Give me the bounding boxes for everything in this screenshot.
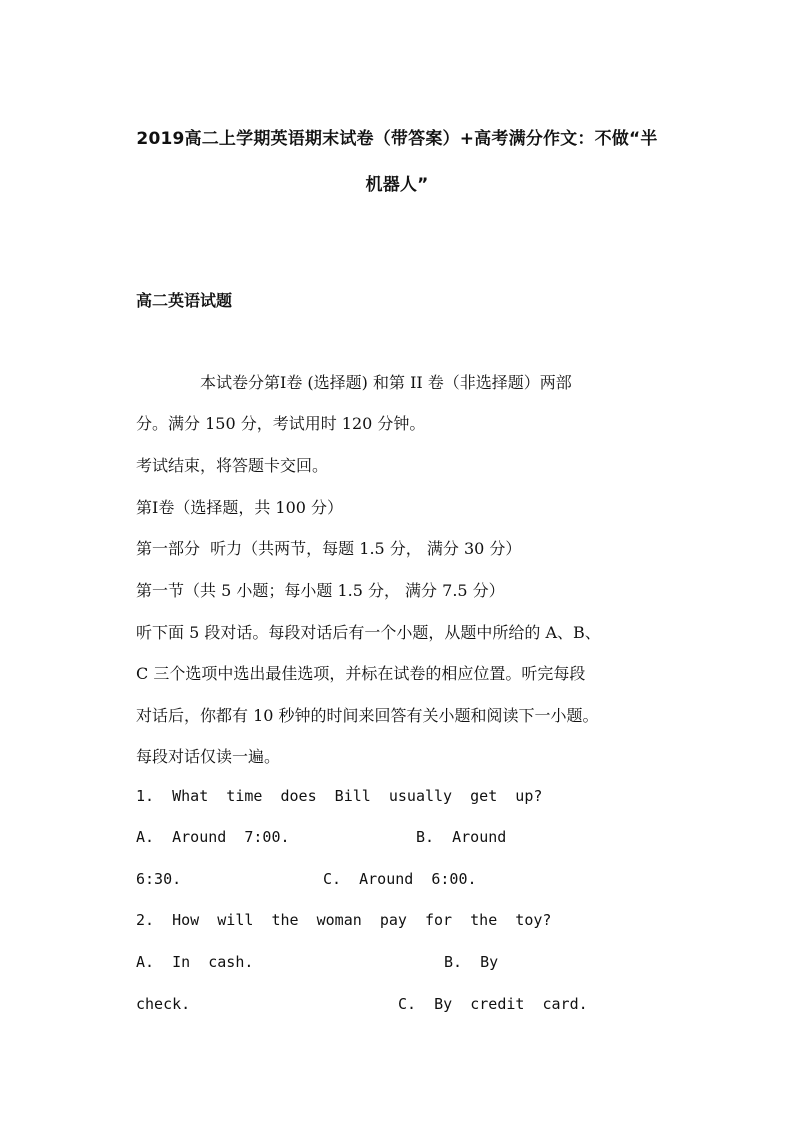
intro-line-2: 分。满分 150 分，考试用时 120 分钟。 xyxy=(136,414,426,433)
question-2-option-c: C. By credit card. xyxy=(398,995,588,1013)
question-1-option-a: A. Around 7:00. xyxy=(136,828,290,846)
intro-line-1: 本试卷分第Ⅰ卷 (选择题) 和第 II 卷（非选择题）两部 xyxy=(200,373,572,392)
question-2-option-b: B. By xyxy=(444,953,499,971)
section-1-heading: 第一节（共 5 小题；每小题 1.5 分， 满分 7.5 分） xyxy=(136,581,505,600)
part-1-heading: 第一部分 听力（共两节，每题 1.5 分， 满分 30 分） xyxy=(136,539,522,558)
question-1-option-b: B. Around xyxy=(416,828,507,846)
instruction-line-1: 听下面 5 段对话。每段对话后有一个小题，从题中所给的 A、B、 xyxy=(136,623,601,642)
question-2-option-a: A. In cash. xyxy=(136,953,254,971)
volume-1-heading: 第Ⅰ卷（选择题，共 100 分） xyxy=(136,498,344,517)
document-title-line-2: 机器人” xyxy=(365,175,429,195)
instruction-line-3: 对话后，你都有 10 秒钟的时间来回答有关小题和阅读下一小题。 xyxy=(136,706,599,725)
exam-end-line: 考试结束，将答题卡交回。 xyxy=(136,456,329,475)
question-1-option-c: C. Around 6:00. xyxy=(323,870,477,888)
instruction-line-2: C 三个选项中选出最佳选项，并标在试卷的相应位置。听完每段 xyxy=(136,664,586,683)
question-2-option-b-continued: check. xyxy=(136,995,191,1013)
question-1-option-b-continued: 6:30. xyxy=(136,870,182,888)
question-2-stem: 2. How will the woman pay for the toy? xyxy=(136,911,552,929)
question-1-stem: 1. What time does Bill usually get up? xyxy=(136,787,543,805)
instruction-line-4: 每段对话仅读一遍。 xyxy=(136,747,281,766)
section-heading: 高二英语试题 xyxy=(136,291,233,310)
document-title-line-1: 2019高二上学期英语期末试卷（带答案）+高考满分作文：不做“半 xyxy=(136,129,658,149)
